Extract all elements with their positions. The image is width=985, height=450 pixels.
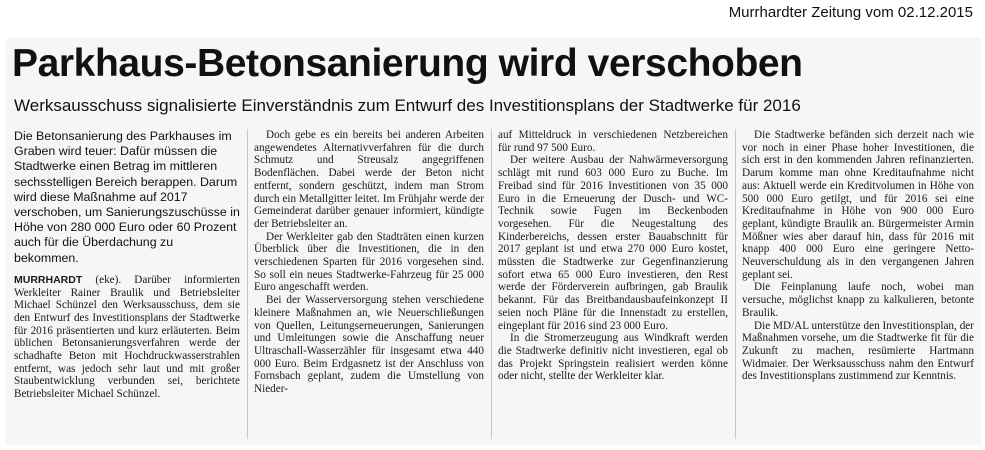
article-column-3 xyxy=(498,129,728,383)
headline: Parkhaus-Betonsanierung wird verschoben xyxy=(12,42,803,85)
body-paragraph: Der Werkleiter gab den Stadträten einen kurzen Überblick über die Investitionen, die in den verschiedenen Sparten für 2016 vorgesehen sind. So soll ein neues Stadtwerke-Fahrzeug für 25 000 Euro angeschafft werden. xyxy=(254,230,484,294)
column-divider xyxy=(735,129,736,439)
body-paragraph: auf Mitteldruck in verschiedenen Netzbereichen für rund 97 500 Euro. xyxy=(498,129,728,154)
article-column-2 xyxy=(254,129,484,396)
body-paragraph: Doch gebe es ein bereits bei anderen Arbeiten angewendetes Alternativverfahren für die durch Schmutz und Streusalz angegriffenen Bodenflächen. Dabei werde der Beton nicht entfernt, sondern geschützt, indem man Strom durch ein Metallgitter leitet. Im Frühjahr werde der Gemeinderat darüber genauer informiert, kündigte der Betriebsleiter an. xyxy=(254,129,484,230)
subheadline: Werksausschuss signalisierte Einverständnis zum Entwurf des Investitionsplans der Stadtwerke für 2016 xyxy=(14,96,801,115)
body-paragraph: Die MD/AL unterstütze den Investitionsplan, der Maßnahmen vorsehe, um die Stadtwerke fit für die Zukunft zu machen, resümierte Hartmann Widmaier. Der Werksausschuss nahm den Entwurf des Investitionsplans zustimmend zur Kenntnis. xyxy=(742,319,974,383)
column-divider xyxy=(247,129,248,439)
body-paragraph: Bei der Wasserversorgung stehen verschiedene kleinere Maßnahmen an, wie Neuerschließungen von Quellen, Leitungserneuerungen, Sanierungen und Umleitungen sowie die Anschaffung neuer Ultraschall-Wasserzähler für insgesamt etwa 440 000 Euro. Beim Erdgasnetz ist der Anschluss von Fornsbach geplant, zudem die Umstellung von Nieder- xyxy=(254,294,484,396)
body-paragraph: Die Stadtwerke befänden sich derzeit nach wie vor noch in einer Phase hoher Investitionen, die sich erst in den kommenden Jahren refinanzierten. Darum komme man ohne Kreditaufnahme nicht aus: Aktuell werde ein Kreditvolumen in Höhe von 500 000 Euro getilgt, und für 2016 sei eine Kreditaufnahme in Höhe von 900 000 Euro geplant, kündigte Braulik an. Bürgermeister Armin Mößner wies aber darauf hin, dass für 2016 mit knapp 400 000 Euro eine geringere Netto-Neuverschuldung als in den vergangenen Jahren geplant sei. xyxy=(742,129,974,281)
body-text: (eke). Darüber informierten Werkleiter Rainer Braulik und Betriebsleiter Michael Schünzel den Werksausschuss, dem sie den Entwurf des Investitionsplans der Stadtwerke für 2016 präsentierten und kurz erläuterten. Beim üblichen Betonsanierungsverfahren werde der schadhafte Beton mit Hochdruckwasserstrahlen entfernt, was jedoch sehr laut und mit großer Staubentwicklung verbunden sei, berichtete Betriebsleiter Michael Schünzel. xyxy=(14,273,240,401)
dateline: MURRHARDT xyxy=(14,273,83,286)
body-paragraph: In die Stromerzeugung aus Windkraft werden die Stadtwerke definitiv nicht investieren, egal ob das Projekt Springstein realisiert werden könne oder nicht, stellte der Werkleiter klar. xyxy=(498,332,728,383)
source-citation: Murrhardter Zeitung vom 02.12.2015 xyxy=(728,4,973,21)
article-column-1 xyxy=(14,129,240,401)
body-paragraph: Der weitere Ausbau der Nahwärmeversorgung schlägt mit rund 603 000 Euro zu Buche. Im Freibad sind für 2016 Investitionen von 35 000 Euro in die Erneuerung der Dusch- und WC-Technik sowie Fugen im Beckenboden vorgesehen. Für die Neugestaltung des Kinderbereichs, dessen erster Bauabschnitt für 2017 geplant ist und etwa 270 000 Euro kostet, müssten die Stadtwerke zur Gegenfinanzierung sofort etwa 65 000 Euro investieren, den Rest werde der Förderverein aufbringen, gab Braulik bekannt. Für das Breitbandausbaufeinkonzept II seien noch Pläne für die Innenstadt zu erstellen, eingeplant für 2016 sind 23 000 Euro. xyxy=(498,154,728,332)
lead-paragraph: Die Betonsanierung des Parkhauses im Graben wird teuer: Dafür müssen die Stadtwerke einen Betrag im mittleren sechsstelligen Bereich berappen. Darum wird diese Maßnahme auf 2017 verschoben, um Sanierungszuschüsse in Höhe von 280 000 Euro oder 60 Prozent auch für die Überdachung zu bekommen. xyxy=(14,129,240,265)
article-column-4 xyxy=(742,129,974,383)
newspaper-clipping xyxy=(6,38,981,445)
column-divider xyxy=(491,129,492,439)
body-paragraph xyxy=(14,274,240,401)
body-paragraph: Die Feinplanung laufe noch, wobei man versuche, möglichst knapp zu kalkulieren, betonte Braulik. xyxy=(742,281,974,319)
